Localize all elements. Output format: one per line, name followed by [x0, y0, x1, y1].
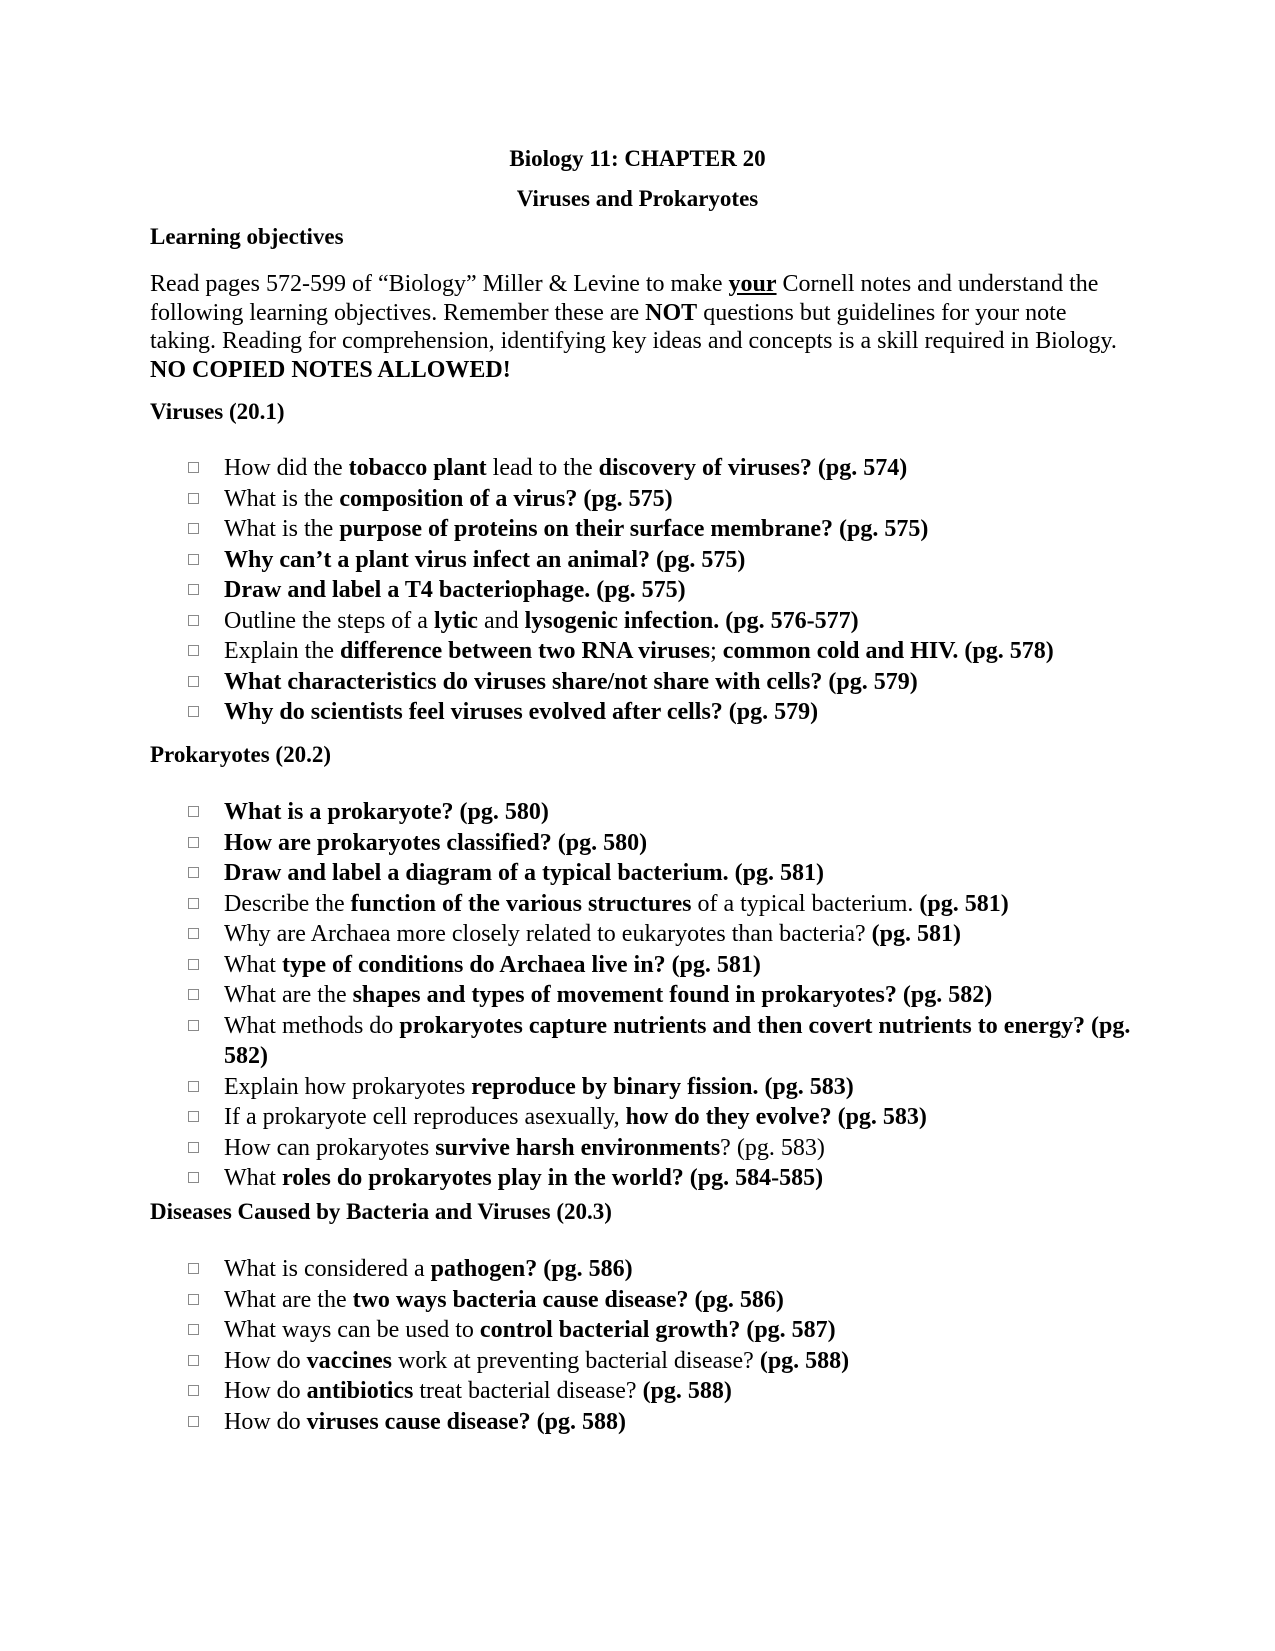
list-item-text: how do they evolve? (pg. 583) [625, 1104, 927, 1130]
list-item [188, 858, 1138, 889]
list-item-text: What methods do [224, 1012, 400, 1039]
checkbox-icon[interactable] [188, 1111, 199, 1122]
list-item [188, 606, 1138, 637]
checklist-diseases [188, 1254, 1138, 1437]
section-heading-diseases: Diseases Caused by Bacteria and Viruses (20.3) [150, 1199, 612, 1224]
list-item-text: vaccines [306, 1347, 392, 1374]
checkbox-icon[interactable] [188, 837, 199, 848]
checkbox-icon[interactable] [188, 1324, 199, 1335]
list-item-text: What characteristics do viruses share/not share with cells? (pg. 579) [224, 668, 918, 695]
list-item [188, 545, 1138, 576]
intro-emphasis-not: NOT [645, 299, 698, 326]
checkbox-icon[interactable] [188, 1263, 199, 1274]
list-item-text: ? (pg. 583) [720, 1134, 825, 1161]
list-item-text: What ways can be used to [224, 1317, 480, 1343]
intro-warning: NO COPIED NOTES ALLOWED! [150, 356, 511, 383]
list-item-text: shapes and types of movement found in prokaryotes? (pg. 582) [352, 982, 993, 1008]
list-item-text: How are prokaryotes classified? (pg. 580) [224, 829, 648, 856]
section-heading-prokaryotes: Prokaryotes (20.2) [150, 742, 331, 767]
list-item [188, 919, 1138, 950]
list-item-text: antibiotics [306, 1378, 414, 1404]
list-item-text: (pg. 588) [759, 1347, 850, 1374]
list-item [188, 797, 1138, 828]
learning-objectives-heading: Learning objectives [150, 224, 344, 249]
checkbox-icon[interactable] [188, 1416, 199, 1427]
list-item-text: survive harsh environments [435, 1134, 721, 1161]
list-item-text: lytic [433, 607, 478, 634]
list-item-text: two ways bacteria cause disease? (pg. 586) [352, 1286, 784, 1313]
list-item [188, 828, 1138, 859]
list-item [188, 1376, 1138, 1407]
list-item-text: What is the [224, 516, 340, 542]
intro-text: Read pages 572-599 of “Biology” Miller & Levine to make [150, 271, 729, 297]
list-item-text: work at preventing bacterial disease? [391, 1347, 760, 1374]
list-item-text: How did the [224, 455, 349, 481]
list-item-text: composition of a virus? (pg. 575) [339, 485, 673, 512]
list-item [188, 1346, 1138, 1377]
intro-emphasis-your: your [728, 271, 777, 297]
list-item [188, 484, 1138, 515]
checkbox-icon[interactable] [188, 523, 199, 534]
checkbox-icon[interactable] [188, 1355, 199, 1366]
list-item [188, 1254, 1138, 1285]
list-item-text: lead to the [486, 455, 599, 481]
list-item-text: ; [710, 638, 723, 664]
intro-text: Cornell notes and understand the following learning objectives. Remember these are [150, 271, 1099, 326]
list-item [188, 889, 1138, 920]
page-subtitle: Viruses and Prokaryotes [516, 186, 759, 211]
checkbox-icon[interactable] [188, 493, 199, 504]
list-item-text: How do [224, 1378, 307, 1404]
list-item-text: Why do scientists feel viruses evolved after cells? (pg. 579) [224, 699, 819, 725]
checkbox-icon[interactable] [188, 1294, 199, 1305]
list-item-text: What is a prokaryote? (pg. 580) [224, 799, 549, 825]
list-item-text: If a prokaryote cell reproduces asexually, [224, 1104, 626, 1130]
checkbox-icon[interactable] [188, 1142, 199, 1153]
list-item-text: What [224, 951, 282, 978]
list-item [188, 453, 1138, 484]
list-item-text: What are the [224, 982, 353, 1008]
list-item-text: tobacco plant [348, 455, 487, 481]
list-item [188, 1102, 1138, 1133]
list-item-text: difference between two RNA viruses [339, 638, 711, 664]
checkbox-icon[interactable] [188, 706, 199, 717]
list-item-text: discovery of viruses? (pg. 574) [598, 455, 908, 481]
list-item-text: Describe the [224, 890, 351, 917]
list-item-text: What [224, 1165, 282, 1191]
checkbox-icon[interactable] [188, 806, 199, 817]
list-item-text: Outline the steps of a [224, 607, 434, 634]
list-item-text: prokaryotes capture nutrients and then covert nutrients to energy? (pg. 582) [224, 1012, 1131, 1069]
list-item [188, 1315, 1138, 1346]
list-item-text: function of the various structures [350, 890, 692, 917]
list-item-text: Explain the [224, 638, 340, 664]
list-item [188, 1285, 1138, 1316]
list-item-text: (pg. 588) [642, 1378, 732, 1404]
checkbox-icon[interactable] [188, 1172, 199, 1183]
list-item-text: viruses cause disease? (pg. 588) [306, 1408, 626, 1435]
checkbox-icon[interactable] [188, 676, 199, 687]
list-item-text: Draw and label a diagram of a typical bacterium. (pg. 581) [224, 860, 824, 886]
list-item [188, 980, 1138, 1011]
list-item-text: How do [224, 1408, 307, 1435]
checkbox-icon[interactable] [188, 928, 199, 939]
checkbox-icon[interactable] [188, 989, 199, 1000]
intro-text: questions but guidelines for your note taking. Reading for comprehension, identifying key ideas and concepts is a skill required in Biology. [150, 299, 1117, 354]
list-item [188, 1011, 1138, 1072]
checkbox-icon[interactable] [188, 1385, 199, 1396]
page-title: Biology 11: CHAPTER 20 [509, 146, 766, 171]
checkbox-icon[interactable] [188, 898, 199, 909]
list-item-text: Draw and label a T4 bacteriophage. (pg. 575) [224, 577, 686, 603]
checkbox-icon[interactable] [188, 462, 199, 473]
list-item-text: purpose of proteins on their surface membrane? (pg. 575) [339, 516, 929, 542]
intro-paragraph [150, 270, 1130, 384]
list-item [188, 636, 1138, 667]
checklist-prokaryotes [188, 797, 1138, 1194]
list-item-text: lysogenic infection. (pg. 576-577) [524, 607, 859, 634]
list-item [188, 1407, 1138, 1438]
checkbox-icon[interactable] [188, 1020, 199, 1031]
checklist-viruses [188, 453, 1138, 728]
list-item [188, 1072, 1138, 1103]
checkbox-icon[interactable] [188, 584, 199, 595]
checkbox-icon[interactable] [188, 645, 199, 656]
checkbox-icon[interactable] [188, 1081, 199, 1092]
list-item [188, 697, 1138, 728]
list-item-text: and [477, 607, 525, 634]
list-item-text: reproduce by binary fission. (pg. 583) [471, 1073, 854, 1100]
list-item [188, 950, 1138, 981]
list-item-text: How do [224, 1347, 307, 1374]
list-item [188, 667, 1138, 698]
list-item-text: Why are Archaea more closely related to eukaryotes than bacteria? [224, 921, 872, 947]
checkbox-icon[interactable] [188, 867, 199, 878]
list-item-text: (pg. 581) [919, 890, 1009, 917]
list-item-text: What are the [224, 1286, 353, 1313]
list-item-text: Explain how prokaryotes [224, 1073, 472, 1100]
list-item-text: What is considered a [224, 1256, 431, 1282]
checkbox-icon[interactable] [188, 615, 199, 626]
checkbox-icon[interactable] [188, 959, 199, 970]
list-item [188, 575, 1138, 606]
list-item-text: type of conditions do Archaea live in? (pg. 581) [281, 951, 761, 978]
list-item [188, 1163, 1138, 1194]
list-item-text: Why can’t a plant virus infect an animal? (pg. 575) [224, 546, 746, 573]
list-item-text: pathogen? (pg. 586) [430, 1256, 633, 1282]
list-item-text: What is the [224, 485, 340, 512]
list-item-text: of a typical bacterium. [691, 890, 920, 917]
list-item [188, 1133, 1138, 1164]
list-item-text: roles do prokaryotes play in the world? (pg. 584-585) [281, 1165, 824, 1191]
checkbox-icon[interactable] [188, 554, 199, 565]
list-item-text: treat bacterial disease? [413, 1378, 643, 1404]
list-item-text: common cold and HIV. (pg. 578) [722, 638, 1054, 664]
list-item-text: How can prokaryotes [224, 1134, 436, 1161]
list-item [188, 514, 1138, 545]
list-item-text: (pg. 581) [871, 921, 962, 947]
section-heading-viruses: Viruses (20.1) [150, 399, 285, 424]
list-item-text: control bacterial growth? (pg. 587) [479, 1317, 836, 1343]
